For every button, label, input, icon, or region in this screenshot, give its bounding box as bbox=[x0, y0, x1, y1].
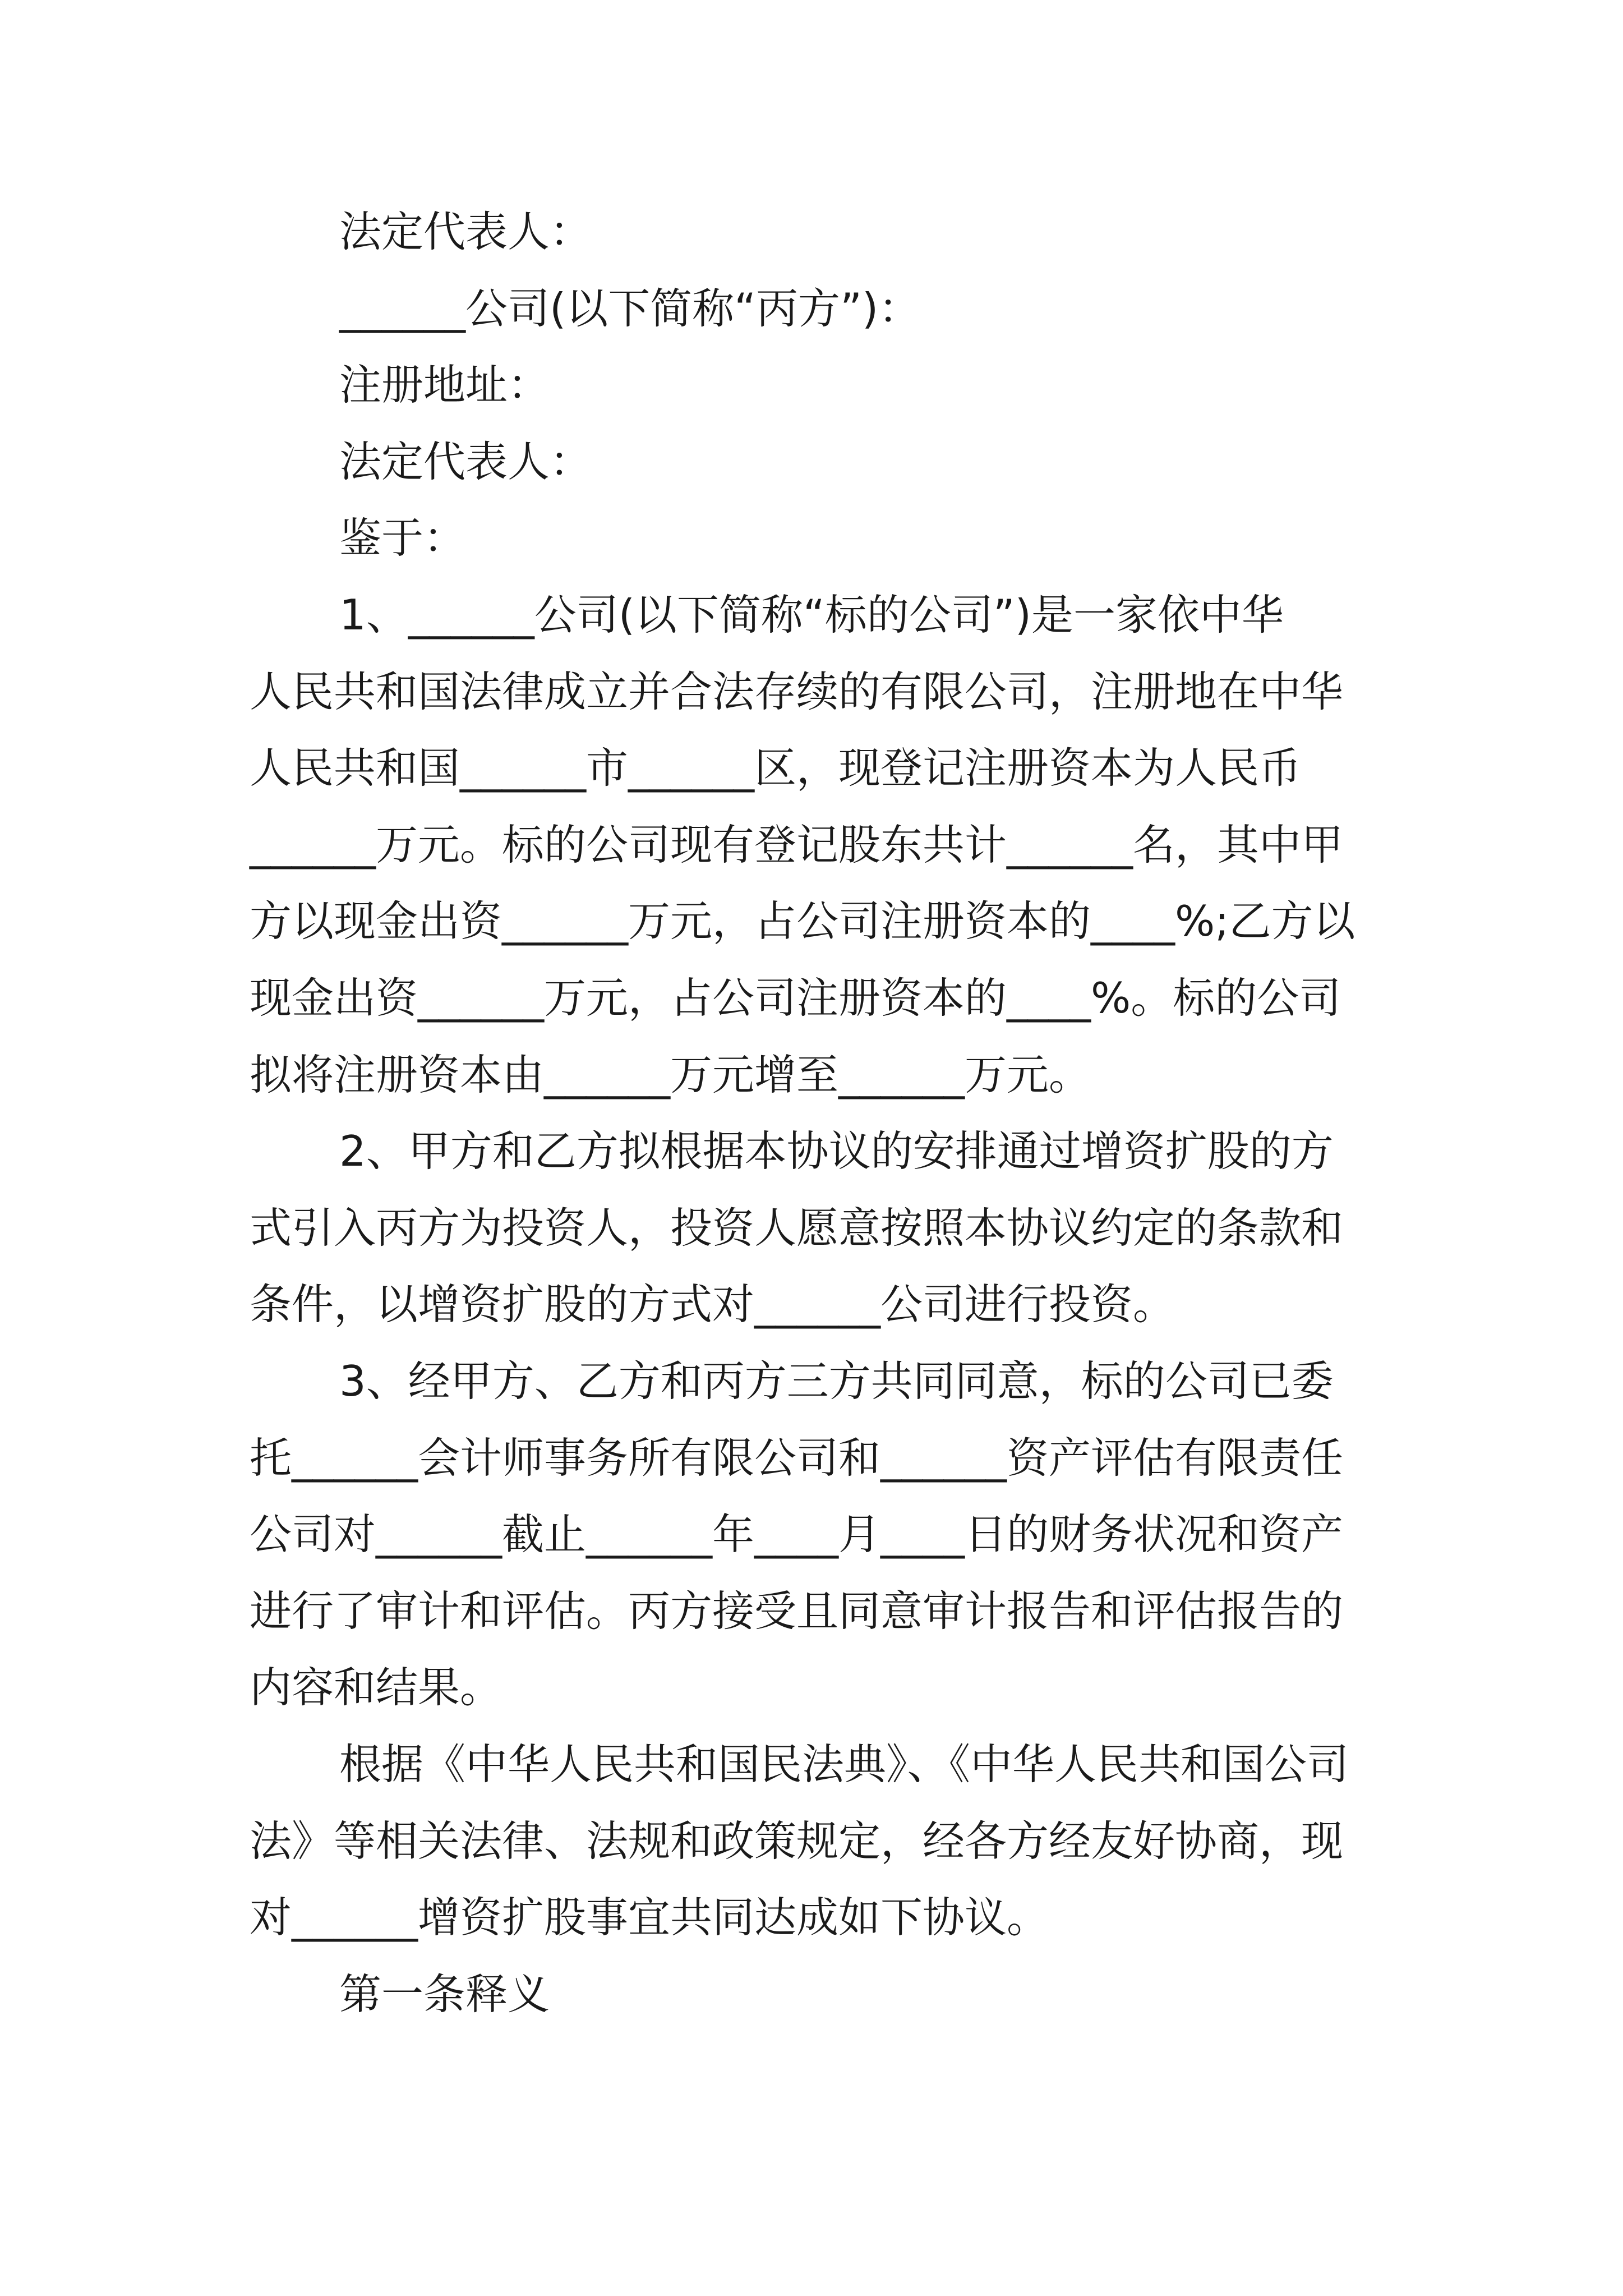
text-line: 注册地址： bbox=[339, 360, 550, 409]
text-line: 内容和结果。 bbox=[250, 1663, 502, 1712]
text-line: 鉴于： bbox=[339, 513, 466, 563]
text-line: 式引入丙方为投资人，投资人愿意按照本协议约定的条款和 bbox=[250, 1203, 1344, 1253]
text-line: 公司对______截止______年____月____日的财务状况和资产 bbox=[250, 1510, 1344, 1559]
text-line: 法定代表人： bbox=[339, 437, 592, 486]
text-line: 对______增资扩股事宜共同达成如下协议。 bbox=[250, 1893, 1049, 1942]
text-line: 现金出资______万元，占公司注册资本的____%。标的公司 bbox=[250, 973, 1341, 1023]
text-line: 法》等相关法律、法规和政策规定，经各方经友好协商，现 bbox=[250, 1816, 1344, 1866]
text-line: 3、经甲方、乙方和丙方三方共同同意，标的公司已委 bbox=[339, 1356, 1334, 1406]
text-line: 方以现金出资______万元，占公司注册资本的____%;乙方以 bbox=[250, 896, 1355, 946]
text-line: ______万元。标的公司现有登记股东共计______名，其中甲 bbox=[250, 820, 1344, 869]
text-line: 托______会计师事务所有限公司和______资产评估有限责任 bbox=[250, 1433, 1344, 1483]
text-line: 1、______公司(以下简称“标的公司”)是一家依中华 bbox=[339, 590, 1284, 639]
text-line: ______公司(以下简称“丙方”)： bbox=[339, 284, 921, 333]
text-line: 拟将注册资本由______万元增至______万元。 bbox=[250, 1050, 1091, 1099]
text-line: 进行了审计和评估。丙方接受且同意审计报告和评估报告的 bbox=[250, 1586, 1344, 1636]
section-heading: 第一条释义 bbox=[339, 1970, 550, 2019]
text-line: 人民共和国法律成立并合法存续的有限公司，注册地在中华 bbox=[250, 667, 1344, 716]
text-line: 2、甲方和乙方拟根据本协议的安排通过增资扩股的方 bbox=[339, 1126, 1334, 1176]
text-line: 人民共和国______市______区，现登记注册资本为人民币 bbox=[250, 743, 1302, 793]
text-line: 条件，以增资扩股的方式对______公司进行投资。 bbox=[250, 1280, 1175, 1329]
text-line: 根据《中华人民共和国民法典》、《中华人民共和国公司 bbox=[339, 1740, 1349, 1789]
text-line: 法定代表人： bbox=[339, 207, 592, 256]
